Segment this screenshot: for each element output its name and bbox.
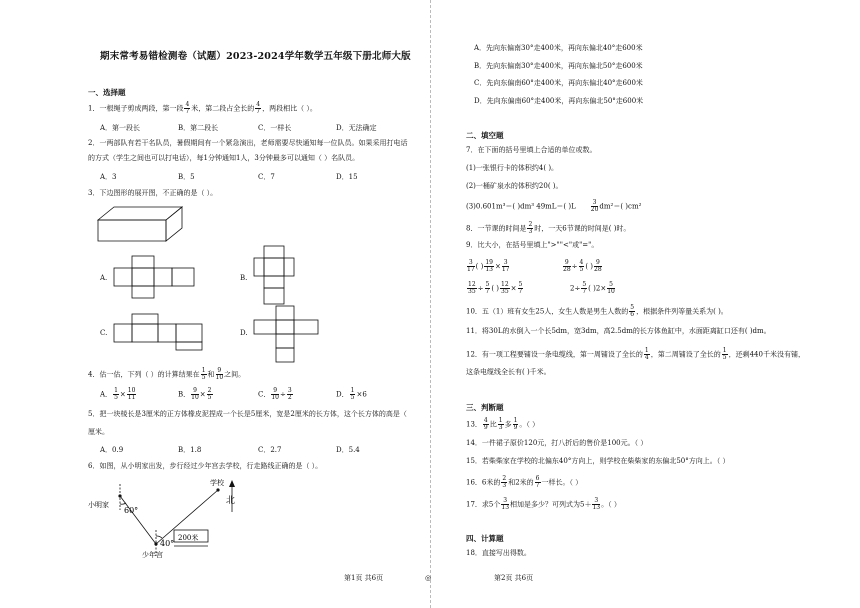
q2-option-c[interactable]: C．7 (258, 173, 275, 181)
map-angle-1: 60° (124, 506, 139, 515)
cuboid-figure (96, 204, 186, 244)
question-11: 11．将30L的水倒入一个长5dm，宽3dm，高2.5dm的长方体鱼缸中，水面距离缸口还有( )dm。 (466, 327, 771, 335)
question-16: 16．6米的 $\frac{2}{3}$ 和2米的 $\frac{6}{7}$ 一样长。（ ） (466, 475, 583, 489)
q5-option-c[interactable]: C．2.7 (258, 446, 282, 454)
q3-option-c[interactable]: C. (100, 329, 108, 337)
q9-compare-4: 2÷ $\frac{5}{7}$ ( )2× $\frac{5}{10}$ (570, 281, 615, 295)
net-c-figure (112, 312, 212, 352)
q7-stem: 7．在下面的括号里填上合适的单位或数。 (466, 146, 597, 154)
question-14: 14．一件裙子原价120元，打八折后的售价是100元。（ ） (466, 439, 648, 447)
net-d-figure (252, 304, 322, 364)
q2-option-a[interactable]: A．3 (100, 173, 117, 181)
section-heading-judge: 三、判断题 (466, 403, 504, 412)
right-page (430, 0, 860, 608)
q6-stem: 6．如图，从小明家出发，步行经过少年宫去学校，行走路线正确的是（ ）。 (88, 462, 323, 470)
q5-line-2: 厘米。 (88, 428, 109, 436)
q2-line-2: 的方式（学生之间也可以打电话），每1分钟通知1人，3分钟最多可以通知（ ）名队员。 (88, 154, 360, 162)
q12-fraction-2: $\frac{1}{5}$ (722, 347, 727, 361)
q4-option-b[interactable]: B． $\frac{9}{10}$ × $\frac{2}{5}$ (178, 387, 212, 401)
section-heading-fill: 二、填空题 (466, 131, 504, 140)
q5-option-d[interactable]: D．5.4 (336, 446, 360, 454)
question-10: 10．五（1）班有女生25人，女生人数是男生人数的 $\frac{5}{6}$ ，根据条件列等量关系为( )。 (466, 304, 728, 318)
q5-option-b[interactable]: B．1.8 (178, 446, 202, 454)
q6-option-c[interactable]: C．先向东偏南60°走400米，再向东偏北40°走600米 (474, 79, 643, 87)
q5-line-1: 5．把一块棱长是3厘米的正方体橡皮泥捏成一个长是5厘米，宽是2厘米的长方体，这个长方体的高是（ (88, 410, 407, 418)
q1-option-c[interactable]: C．一样长 (258, 124, 292, 132)
section-heading-choice: 一、选择题 (88, 88, 126, 97)
q7-fraction: $\frac{3}{20}$ (590, 199, 599, 213)
q12-fraction-1: $\frac{1}{4}$ (644, 347, 649, 361)
q1-fraction-1: $\frac{4}{7}$ (185, 101, 190, 115)
map-label-palace: 少年宫 (142, 551, 163, 559)
q1-stem-a: 1．一根绳子剪成两段，第一段 (88, 104, 184, 113)
route-map-figure (86, 474, 256, 564)
q7-part-2: (2)一桶矿泉水的体积约20( )。 (466, 182, 563, 190)
map-angle-2: 40° (160, 539, 175, 548)
q1-stem-c: ，两段相比（ ）。 (262, 104, 317, 113)
q4-stem-c: 之间。 (224, 370, 246, 379)
footer-marker: ◎ (425, 574, 432, 582)
q4-fraction-high: $\frac{9}{10}$ (215, 367, 224, 381)
q3-option-b[interactable]: B. (240, 274, 248, 282)
q9-compare-2: $\frac{9}{28}$ ÷ $\frac{4}{5}$ ( ) $\frac{9}{28}$ (563, 259, 602, 273)
q10-fraction: $\frac{5}{6}$ (630, 304, 635, 318)
q7-part-1: (1)一张银行卡的体积约4( )。 (466, 164, 559, 172)
section-heading-calc: 四、计算题 (466, 534, 504, 543)
q1-option-d[interactable]: D．无法确定 (336, 124, 377, 132)
question-13: 13． $\frac{4}{9}$ 比 $\frac{1}{3}$ 多 $\frac{1}{9}$ 。（ ） (466, 417, 540, 431)
net-a-figure (112, 254, 198, 300)
q4-option-c[interactable]: C． $\frac{9}{10}$ ÷ $\frac{3}{2}$ (258, 387, 292, 401)
q4-stem-a: 4．估一估，下列（ ）的计算结果在 (88, 370, 200, 379)
q6-option-d[interactable]: D．先向东偏南60°走400米，再向东偏北50°走600米 (474, 97, 644, 105)
question-17: 17．求5个 $\frac{3}{13}$ 相加是多少？可列式为5＋ $\frac{3}{13}$ 。（ ） (466, 497, 621, 511)
q6-option-a[interactable]: A．先向东偏南30°走400米，再向东偏北40°走600米 (474, 44, 643, 52)
q3-stem: 3．下边图形的展开图，不正确的是（ ）。 (88, 189, 218, 197)
q9-compare-3: $\frac{12}{35}$ ÷ $\frac{5}{7}$ ( ) $\frac{12}{35}$ × $\frac{5}{7}$ (468, 281, 523, 295)
q3-option-d[interactable]: D. (240, 329, 248, 337)
q4-option-a[interactable]: A． $\frac{1}{5}$ × $\frac{10}{11}$ (100, 387, 136, 401)
question-18: 18．直接写出得数。 (466, 549, 531, 557)
q9-compare-1: $\frac{3}{17}$ ( ) $\frac{19}{13}$ × $\frac{3}{17}$ (467, 259, 510, 273)
q4-option-d[interactable]: D． $\frac{1}{5}$ ×6 (336, 387, 367, 401)
question-1 (88, 102, 317, 115)
map-scale-label: 200米 (178, 534, 199, 542)
q4-fraction-low: $\frac{1}{5}$ (201, 367, 206, 381)
question-15: 15．若柴柴家在学校的北偏东40°方向上，则学校在柴柴家的东偏北50°方向上。（ ） (466, 457, 730, 465)
q2-option-d[interactable]: D．15 (336, 173, 358, 181)
q6-option-b[interactable]: B．先向东偏南30°走400米，再向东偏北50°走600米 (474, 62, 643, 70)
footer-page-right: 第2页 共6页 (494, 574, 534, 582)
page-title: 期末常考易错检测卷（试题）2023-2024学年数学五年级下册北师大版 (100, 51, 411, 62)
q7-part-3: (3)0.601m³＝( )dm³ 49mL＝( )L $\frac{3}{20}$ dm²＝( )cm² (466, 199, 642, 213)
q1-option-a[interactable]: A．第一段长 (100, 124, 141, 132)
question-4 (88, 368, 245, 381)
map-label-home: 小明家 (88, 501, 109, 509)
footer-page-left: 第1页 共6页 (344, 574, 384, 582)
q4-stem-b: 和 (207, 370, 215, 379)
q5-option-a[interactable]: A．0.9 (100, 446, 124, 454)
q9-stem: 9．比大小，在括号里填上">""<"或"="。 (466, 241, 599, 249)
q1-stem-b: 米，第二段占全长的 (191, 104, 255, 113)
map-label-north: 北 (226, 496, 236, 506)
q1-option-b[interactable]: B．第二段长 (178, 124, 219, 132)
q1-fraction-2: $\frac{4}{7}$ (256, 101, 261, 115)
q3-option-a[interactable]: A. (100, 274, 108, 282)
question-8: 8．一节课的时间是 $\frac{2}{3}$ 时，一天6节课的时间是( )时。 (466, 221, 631, 235)
q8-fraction: $\frac{2}{3}$ (528, 221, 533, 235)
q2-option-b[interactable]: B．5 (178, 173, 195, 181)
q2-line-1: 2．一两部队有若干名队员，暑假期间有一个紧急演出，老师需要尽快通知每一位队员。如果采用打电话 (88, 139, 408, 147)
net-b-figure (252, 244, 296, 306)
question-12: 12．有一项工程要铺设一条电缆线，第一周铺设了全长的 $\frac{1}{4}$ ，第二周铺设了全长的 $\frac{1}{5}$ ，还剩440千米没有铺， (466, 347, 805, 361)
map-label-school: 学校 (210, 479, 224, 487)
q12-line-2: 这条电缆线全长有( )千米。 (466, 368, 551, 376)
